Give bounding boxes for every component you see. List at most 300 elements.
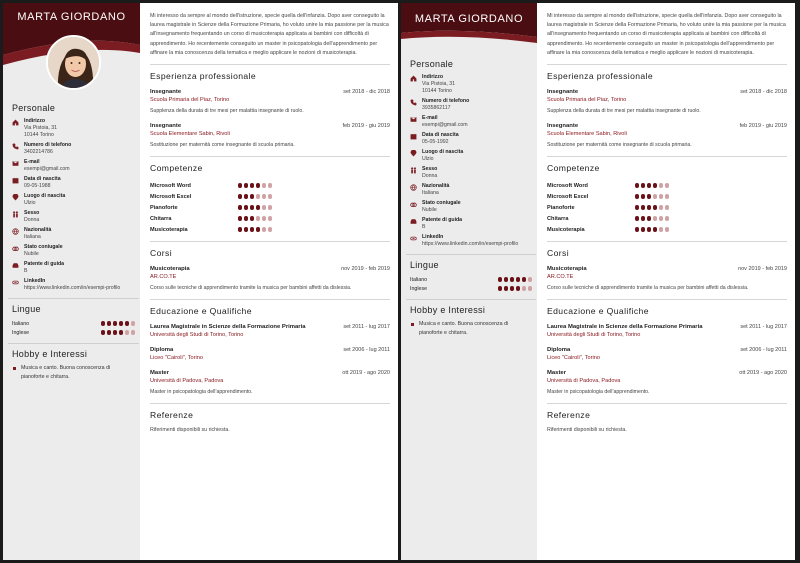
rating-dot-empty bbox=[262, 183, 266, 187]
rating-dot-empty bbox=[262, 205, 266, 209]
rating-dot-empty bbox=[665, 183, 669, 187]
rating-dot-filled bbox=[256, 183, 260, 187]
car-icon bbox=[12, 261, 24, 275]
entry-header bbox=[547, 122, 787, 130]
personal-item-value: Nubile bbox=[24, 251, 39, 257]
personal-item-body bbox=[422, 183, 532, 197]
location-pin-icon bbox=[12, 193, 24, 207]
entry-date: set 2006 - lug 2011 bbox=[343, 347, 390, 354]
calendar-icon bbox=[12, 176, 24, 190]
rating-dot-filled bbox=[250, 227, 254, 231]
personal-list bbox=[12, 118, 135, 292]
cv-page-photo bbox=[3, 3, 398, 560]
rating-dot-filled bbox=[119, 330, 123, 334]
rating-dot-filled bbox=[522, 277, 526, 281]
personal-item-label: Nazionalità bbox=[422, 183, 450, 189]
rating-dot-filled bbox=[647, 216, 651, 220]
section-divider bbox=[547, 299, 787, 300]
education-entry bbox=[547, 369, 787, 396]
entry-date: set 2006 - lug 2011 bbox=[740, 347, 787, 354]
personal-item bbox=[410, 234, 532, 248]
skill-item bbox=[150, 213, 390, 224]
rating-dot-empty bbox=[665, 227, 669, 231]
personal-item-label: Patente di guida bbox=[422, 217, 463, 223]
personal-item-value: https://www.linkedin.com/in/esempi-profilo bbox=[24, 285, 121, 291]
skill-name: Musicoterapia bbox=[150, 226, 188, 233]
entry-organization: Liceo "Cairoli", Torino bbox=[150, 355, 203, 362]
rating-dot-empty bbox=[262, 194, 266, 198]
rating-dot-filled bbox=[635, 205, 639, 209]
personal-item-value: Italiana bbox=[422, 190, 439, 196]
education-entry bbox=[150, 369, 390, 396]
skill-item bbox=[547, 202, 787, 213]
language-name: Italiano bbox=[12, 320, 30, 327]
entry-header bbox=[547, 88, 787, 96]
rating-dots bbox=[635, 194, 669, 198]
name-title: MARTA GIORDANO bbox=[414, 13, 524, 25]
education-entry bbox=[547, 323, 787, 339]
rating-dots bbox=[635, 216, 669, 220]
rating-dot-filled bbox=[250, 194, 254, 198]
rating-dot-empty bbox=[268, 205, 272, 209]
rating-dot-filled bbox=[101, 330, 105, 334]
rating-dot-filled bbox=[653, 227, 657, 231]
intro-text: Mi interesso da sempre al mondo dell'istruzione, specie quella dell'infanzia. Dopo aver conseguito la laurea magistrale in Scienze della Formazione Primaria, ho voluto unire la mia passione per la musica all'insegnamento frequentando un corso di musicoterapia applicata ai bambini con difficoltà di apprendimento. Ho recentemente conseguito un master in psicopatologia dell'apprendimento per affinare la mia conoscenza della tematica e meglio applicare le nozioni di musicoterapia. bbox=[547, 13, 786, 56]
entry-organization: AR.CO.TE bbox=[547, 274, 574, 281]
car-icon bbox=[410, 217, 422, 231]
language-item bbox=[410, 275, 532, 284]
divider bbox=[8, 298, 139, 299]
personal-item-label: E-mail bbox=[422, 115, 438, 121]
personal-item bbox=[12, 278, 135, 292]
personal-item-body bbox=[422, 132, 532, 146]
personal-item bbox=[12, 193, 135, 207]
references-heading: Referenze bbox=[547, 410, 591, 421]
entry-header bbox=[150, 265, 390, 273]
rating-dots bbox=[498, 277, 532, 281]
entry-header bbox=[547, 369, 787, 377]
courses-entry bbox=[547, 265, 787, 292]
hobby-heading: Hobby e Interessi bbox=[12, 349, 88, 359]
language-item bbox=[12, 319, 135, 328]
sidebar bbox=[3, 3, 140, 560]
personal-item-value: 05-05-1992 bbox=[422, 139, 449, 145]
entry-header bbox=[150, 323, 390, 331]
section-divider bbox=[150, 156, 390, 157]
rating-dot-empty bbox=[659, 227, 663, 231]
entry-header bbox=[150, 88, 390, 96]
entry-title: Diploma bbox=[150, 347, 174, 354]
rating-dot-empty bbox=[659, 205, 663, 209]
entry-organization: AR.CO.TE bbox=[150, 274, 177, 281]
home-icon bbox=[12, 118, 24, 139]
divider bbox=[8, 343, 139, 344]
personal-item-label: Data di nascita bbox=[422, 132, 459, 138]
entry-organization: Scuola Primaria del Piaz, Torino bbox=[150, 97, 230, 104]
references-heading: Referenze bbox=[150, 410, 194, 421]
entry-date: set 2011 - lug 2017 bbox=[740, 324, 787, 331]
rating-dot-filled bbox=[250, 205, 254, 209]
rating-dot-filled bbox=[516, 277, 520, 281]
entry-title: Insegnante bbox=[150, 89, 182, 96]
rating-dot-filled bbox=[101, 321, 105, 325]
entry-title: Insegnante bbox=[547, 123, 579, 130]
rating-dot-filled bbox=[504, 277, 508, 281]
skill-item bbox=[547, 213, 787, 224]
phone-icon bbox=[410, 98, 422, 112]
rating-dot-filled bbox=[244, 205, 248, 209]
personal-item-body bbox=[24, 261, 135, 275]
main-column bbox=[537, 3, 795, 560]
personal-item-body bbox=[24, 227, 135, 241]
personal-item-value: 10144 Torino bbox=[24, 132, 54, 138]
section-divider bbox=[547, 403, 787, 404]
rating-dot-filled bbox=[504, 286, 508, 290]
rating-dot-empty bbox=[262, 216, 266, 220]
section-divider bbox=[547, 241, 787, 242]
entry-description: Sostituzione per maternità come insegnante di scuola primaria. bbox=[547, 142, 692, 149]
personal-item-value: 09-05-1988 bbox=[24, 183, 51, 189]
email-icon bbox=[12, 159, 24, 173]
rating-dot-filled bbox=[498, 286, 502, 290]
personal-item-label: Indirizzo bbox=[422, 74, 444, 80]
globe-icon bbox=[410, 183, 422, 197]
courses-heading: Corsi bbox=[150, 248, 173, 259]
bullet-icon bbox=[411, 323, 414, 326]
personal-item-value: Donna bbox=[24, 217, 40, 223]
experience-entry bbox=[547, 122, 787, 149]
personal-item bbox=[12, 210, 135, 224]
rating-dot-filled bbox=[244, 227, 248, 231]
sidebar-content bbox=[410, 59, 532, 338]
rating-dot-filled bbox=[510, 277, 514, 281]
personal-item-label: Numero di telefono bbox=[24, 142, 72, 148]
skill-name: Microsoft Word bbox=[150, 182, 191, 189]
personal-item-body bbox=[422, 149, 532, 163]
skill-name: Pianoforte bbox=[150, 204, 178, 211]
home-icon bbox=[410, 74, 422, 95]
skill-name: Musicoterapia bbox=[547, 226, 585, 233]
rating-dot-filled bbox=[244, 183, 248, 187]
rating-dot-filled bbox=[238, 194, 242, 198]
skill-item bbox=[150, 224, 390, 235]
link-icon bbox=[12, 278, 24, 292]
courses-entry bbox=[150, 265, 390, 292]
rating-dots bbox=[238, 227, 272, 231]
personal-item-value: Italiana bbox=[24, 234, 41, 240]
rating-dot-empty bbox=[665, 205, 669, 209]
entry-title: Laurea Magistrale in Scienze della Formazione Primaria bbox=[547, 324, 703, 331]
rating-dot-filled bbox=[635, 183, 639, 187]
rating-dot-empty bbox=[665, 194, 669, 198]
email-icon bbox=[410, 115, 422, 129]
rating-dot-empty bbox=[522, 286, 526, 290]
entry-title: Musicoterapia bbox=[547, 266, 587, 273]
entry-organization: Scuola Elementare Sabin, Rivoli bbox=[547, 131, 627, 138]
skill-name: Microsoft Excel bbox=[547, 193, 589, 200]
rating-dot-filled bbox=[647, 194, 651, 198]
entry-date: ott 2019 - ago 2020 bbox=[342, 370, 390, 377]
rating-dot-filled bbox=[635, 216, 639, 220]
rating-dot-filled bbox=[238, 183, 242, 187]
rating-dot-empty bbox=[262, 227, 266, 231]
references-text: Riferimenti disponibili su richiesta. bbox=[150, 427, 230, 434]
entry-description: Supplenza della durata di tre mesi per malattia insegnante di ruolo. bbox=[547, 108, 701, 115]
entry-title: Insegnante bbox=[150, 123, 182, 130]
entry-date: feb 2019 - giu 2019 bbox=[739, 123, 787, 130]
rating-dots bbox=[498, 286, 532, 290]
rating-dots bbox=[101, 330, 135, 334]
rating-dot-filled bbox=[647, 205, 651, 209]
bullet-icon bbox=[13, 367, 16, 370]
entry-date: set 2011 - lug 2017 bbox=[343, 324, 390, 331]
personal-item-value: https://www.linkedin.com/in/esempi-profilo bbox=[422, 241, 519, 247]
skill-name: Microsoft Excel bbox=[150, 193, 192, 200]
personal-item-value: Ulzio bbox=[422, 156, 434, 162]
personal-item-label: Nazionalità bbox=[24, 227, 52, 233]
entry-header bbox=[547, 346, 787, 354]
rating-dot-empty bbox=[131, 330, 135, 334]
entry-description: Master in psicopatologia dell'apprendimento. bbox=[150, 389, 253, 396]
entry-title: Diploma bbox=[547, 347, 571, 354]
personal-item bbox=[12, 159, 135, 173]
personal-item-value: 10144 Torino bbox=[422, 88, 452, 94]
skill-item bbox=[150, 202, 390, 213]
entry-header bbox=[150, 346, 390, 354]
rating-dot-empty bbox=[268, 183, 272, 187]
personal-item-label: Numero di telefono bbox=[422, 98, 470, 104]
hobby-item bbox=[12, 364, 135, 382]
section-divider bbox=[150, 299, 390, 300]
personal-item bbox=[410, 200, 532, 214]
personal-item-label: Patente di guida bbox=[24, 261, 65, 267]
rating-dot-filled bbox=[113, 330, 117, 334]
personal-item-label: Indirizzo bbox=[24, 118, 46, 124]
gender-icon bbox=[410, 166, 422, 180]
rating-dots bbox=[635, 227, 669, 231]
personal-item-value: Via Pistoia, 31 bbox=[422, 81, 456, 87]
personal-item bbox=[410, 149, 532, 163]
rating-dot-empty bbox=[256, 216, 260, 220]
sidebar-content bbox=[12, 103, 135, 382]
personal-item-label: LinkedIn bbox=[24, 278, 46, 284]
language-name: Italiano bbox=[410, 276, 428, 283]
section-divider bbox=[150, 64, 390, 65]
skill-name: Chitarra bbox=[547, 215, 569, 222]
entry-title: Master bbox=[150, 370, 169, 377]
languages-heading: Lingue bbox=[12, 304, 41, 314]
personal-item-label: Luogo di nascita bbox=[24, 193, 66, 199]
rating-dots bbox=[635, 183, 669, 187]
entry-organization: Università di Padova, Padova bbox=[547, 378, 621, 385]
section-divider bbox=[547, 64, 787, 65]
rating-dot-filled bbox=[641, 194, 645, 198]
entry-organization: Scuola Primaria del Piaz, Torino bbox=[547, 97, 627, 104]
personal-item-body bbox=[422, 74, 532, 95]
rating-dots bbox=[238, 205, 272, 209]
personal-item-value: B bbox=[24, 268, 28, 274]
section-divider bbox=[150, 241, 390, 242]
personal-item bbox=[12, 244, 135, 258]
rating-dot-empty bbox=[268, 216, 272, 220]
skills-list bbox=[547, 180, 787, 235]
rating-dot-empty bbox=[268, 227, 272, 231]
entry-organization: Liceo "Cairoli", Torino bbox=[547, 355, 600, 362]
personal-item bbox=[410, 183, 532, 197]
personal-item-label: Stato coniugale bbox=[422, 200, 461, 206]
rating-dot-filled bbox=[244, 216, 248, 220]
hobby-item bbox=[410, 320, 532, 338]
entry-organization: Università degli Studi di Torino, Torino bbox=[547, 332, 641, 339]
rating-dot-filled bbox=[510, 286, 514, 290]
references-text: Riferimenti disponibili su richiesta. bbox=[547, 427, 627, 434]
entry-title: Insegnante bbox=[547, 89, 579, 96]
location-pin-icon bbox=[410, 149, 422, 163]
cv-page-no-photo bbox=[401, 3, 795, 560]
rating-dot-empty bbox=[659, 183, 663, 187]
entry-header bbox=[150, 122, 390, 130]
personal-item bbox=[12, 118, 135, 139]
entry-title: Laurea Magistrale in Scienze della Formazione Primaria bbox=[150, 324, 306, 331]
skill-item bbox=[150, 191, 390, 202]
experience-entry bbox=[150, 122, 390, 149]
rating-dot-filled bbox=[635, 227, 639, 231]
rating-dot-empty bbox=[528, 286, 532, 290]
rating-dot-filled bbox=[498, 277, 502, 281]
entry-header bbox=[547, 323, 787, 331]
divider bbox=[406, 254, 536, 255]
rating-dot-filled bbox=[256, 205, 260, 209]
rating-dot-empty bbox=[653, 216, 657, 220]
rating-dot-filled bbox=[107, 330, 111, 334]
rating-dot-empty bbox=[528, 277, 532, 281]
rating-dot-filled bbox=[256, 227, 260, 231]
personal-item-body bbox=[422, 217, 532, 231]
personal-item-value: esempi@gmail.com bbox=[24, 166, 70, 172]
personal-item-label: Stato coniugale bbox=[24, 244, 63, 250]
rings-icon bbox=[410, 200, 422, 214]
personal-item-body bbox=[24, 176, 135, 190]
rating-dot-filled bbox=[647, 183, 651, 187]
entry-title: Master bbox=[547, 370, 566, 377]
entry-date: set 2018 - dic 2018 bbox=[343, 89, 390, 96]
personal-item-body bbox=[422, 98, 532, 112]
personal-item-body bbox=[422, 115, 532, 129]
rating-dot-empty bbox=[125, 330, 129, 334]
rating-dot-filled bbox=[647, 227, 651, 231]
entry-date: nov 2019 - feb 2019 bbox=[738, 266, 787, 273]
personal-heading: Personale bbox=[410, 59, 454, 69]
personal-item bbox=[12, 227, 135, 241]
skill-item bbox=[547, 191, 787, 202]
personal-item bbox=[12, 261, 135, 275]
rating-dot-filled bbox=[113, 321, 117, 325]
personal-item-body bbox=[24, 118, 135, 139]
globe-icon bbox=[12, 227, 24, 241]
hobby-text: Musica e canto. Buona conoscenza di pianoforte e chitarra. bbox=[21, 365, 111, 380]
rating-dot-filled bbox=[107, 321, 111, 325]
personal-item bbox=[12, 176, 135, 190]
personal-item-value: 3402214786 bbox=[24, 149, 53, 155]
skills-list bbox=[150, 180, 390, 235]
rating-dot-filled bbox=[238, 205, 242, 209]
skill-name: Pianoforte bbox=[547, 204, 575, 211]
entry-description: Sostituzione per maternità come insegnante di scuola primaria. bbox=[150, 142, 295, 149]
personal-item-value: esempi@gmail.com bbox=[422, 122, 468, 128]
entry-header bbox=[547, 265, 787, 273]
entry-organization: Università di Padova, Padova bbox=[150, 378, 224, 385]
experience-entry bbox=[547, 88, 787, 115]
language-item bbox=[410, 284, 532, 293]
personal-item-label: Sesso bbox=[422, 166, 438, 172]
language-name: Inglese bbox=[410, 285, 428, 292]
personal-item-body bbox=[24, 142, 135, 156]
personal-item-body bbox=[24, 193, 135, 207]
rating-dots bbox=[635, 205, 669, 209]
entry-date: nov 2019 - feb 2019 bbox=[341, 266, 390, 273]
personal-item-value: Donna bbox=[422, 173, 438, 179]
rating-dots bbox=[238, 194, 272, 198]
languages-list bbox=[410, 275, 532, 293]
rating-dot-filled bbox=[653, 205, 657, 209]
education-heading: Educazione e Qualifiche bbox=[150, 306, 252, 317]
education-entry bbox=[547, 346, 787, 362]
rating-dot-empty bbox=[268, 194, 272, 198]
language-name: Inglese bbox=[12, 329, 30, 336]
personal-item-value: B bbox=[422, 224, 426, 230]
personal-item bbox=[410, 74, 532, 95]
rating-dot-filled bbox=[653, 183, 657, 187]
rating-dot-filled bbox=[125, 321, 129, 325]
entry-date: ott 2019 - ago 2020 bbox=[739, 370, 787, 377]
personal-item bbox=[410, 132, 532, 146]
rating-dot-filled bbox=[641, 227, 645, 231]
education-heading: Educazione e Qualifiche bbox=[547, 306, 649, 317]
personal-item-body bbox=[422, 200, 532, 214]
rating-dot-filled bbox=[641, 205, 645, 209]
personal-item-body bbox=[24, 210, 135, 224]
entry-description: Corso sulle tecniche di apprendimento tramite la musica per bambini affetti da dislessia. bbox=[547, 285, 749, 292]
intro-text: Mi interesso da sempre al mondo dell'istruzione, specie quella dell'infanzia. Dopo aver conseguito la laurea magistrale in Scienze della Formazione Primaria, ho voluto unire la mia passione per la musica all'insegnamento frequentando un corso di musicoterapia applicata ai bambini con difficoltà di apprendimento. Ho recentemente conseguito un master in psicopatologia dell'apprendimento per affinare la mia conoscenza della tematica e meglio applicare le nozioni di musicoterapia. bbox=[150, 13, 389, 56]
rating-dot-empty bbox=[653, 194, 657, 198]
rating-dot-filled bbox=[641, 183, 645, 187]
section-divider bbox=[547, 156, 787, 157]
rating-dots bbox=[101, 321, 135, 325]
rating-dot-filled bbox=[516, 286, 520, 290]
personal-item-label: Data di nascita bbox=[24, 176, 61, 182]
skill-item bbox=[547, 180, 787, 191]
personal-item-value: 3935862117 bbox=[422, 105, 451, 111]
personal-item bbox=[410, 98, 532, 112]
personal-item-body bbox=[422, 166, 532, 180]
rating-dot-empty bbox=[256, 194, 260, 198]
entry-header bbox=[150, 369, 390, 377]
section-divider bbox=[150, 403, 390, 404]
entry-description: Supplenza della durata di tre mesi per malattia insegnante di ruolo. bbox=[150, 108, 304, 115]
rating-dot-filled bbox=[250, 216, 254, 220]
rating-dot-filled bbox=[238, 227, 242, 231]
courses-heading: Corsi bbox=[547, 248, 570, 259]
personal-item-label: E-mail bbox=[24, 159, 40, 165]
skills-heading: Competenze bbox=[150, 163, 203, 174]
skill-item bbox=[547, 224, 787, 235]
personal-item-label: LinkedIn bbox=[422, 234, 444, 240]
hobby-heading: Hobby e Interessi bbox=[410, 305, 486, 315]
main-column bbox=[140, 3, 398, 560]
rating-dot-empty bbox=[659, 216, 663, 220]
entry-title: Musicoterapia bbox=[150, 266, 190, 273]
education-entry bbox=[150, 323, 390, 339]
